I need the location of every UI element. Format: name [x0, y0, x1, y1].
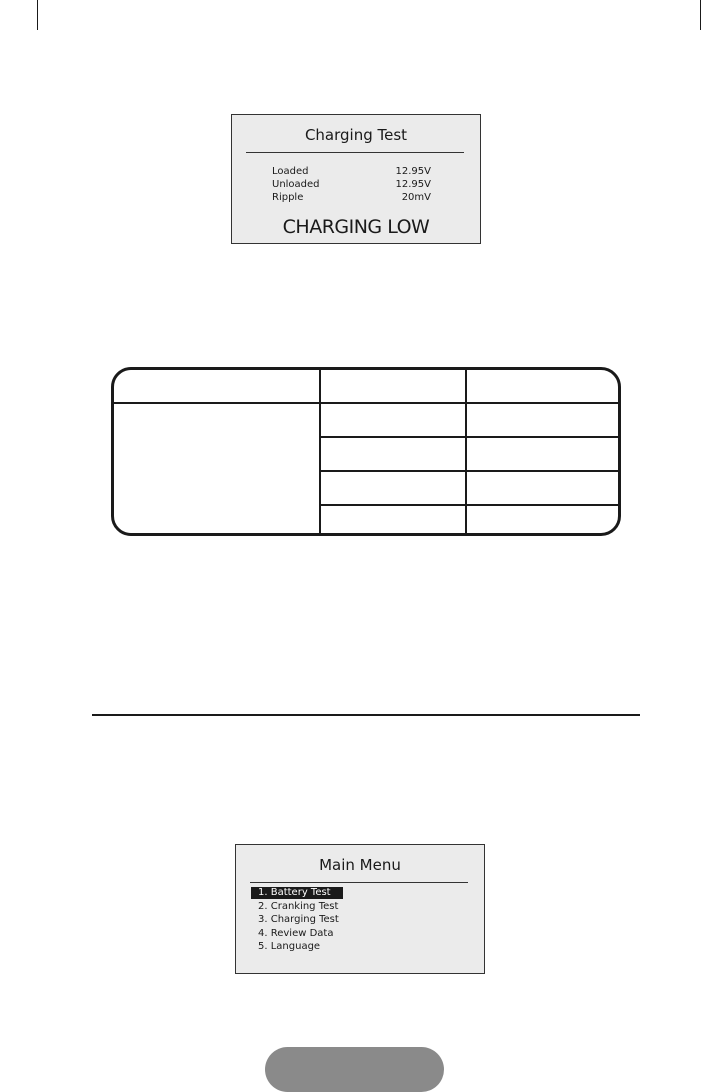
reading-value: 20mV — [401, 192, 431, 203]
header-divider — [114, 402, 618, 404]
row-divider — [319, 504, 618, 506]
reading-value: 12.95V — [395, 179, 431, 190]
reading-row-unloaded — [272, 179, 431, 192]
reading-label: Loaded — [272, 166, 309, 177]
menu-item-cranking-test[interactable]: 2. Cranking Test — [258, 901, 339, 912]
title-divider — [250, 882, 468, 883]
reading-row-ripple — [272, 192, 431, 205]
menu-item-review-data[interactable]: 4. Review Data — [258, 928, 334, 939]
page-number-tab — [265, 1047, 444, 1092]
screen-title: Main Menu — [319, 856, 401, 874]
result-table — [111, 367, 621, 536]
charging-status: CHARGING LOW — [282, 216, 430, 238]
crop-mark-left — [37, 0, 38, 30]
screen-title: Charging Test — [304, 126, 408, 144]
row-divider — [319, 436, 618, 438]
reading-value: 12.95V — [395, 166, 431, 177]
column-divider — [319, 370, 321, 533]
menu-item-language[interactable]: 5. Language — [258, 941, 321, 952]
reading-label: Ripple — [272, 192, 304, 203]
column-divider — [465, 370, 467, 533]
title-divider — [246, 152, 464, 153]
menu-item-battery-test[interactable]: 1. Battery Test — [251, 887, 343, 899]
menu-item-charging-test[interactable]: 3. Charging Test — [258, 914, 339, 925]
row-divider — [319, 470, 618, 472]
section-divider — [92, 714, 640, 716]
reading-label: Unloaded — [272, 179, 320, 190]
crop-mark-right — [700, 0, 701, 30]
main-menu-screen — [235, 844, 485, 974]
charging-test-screen — [231, 114, 481, 244]
reading-row-loaded — [272, 166, 431, 179]
